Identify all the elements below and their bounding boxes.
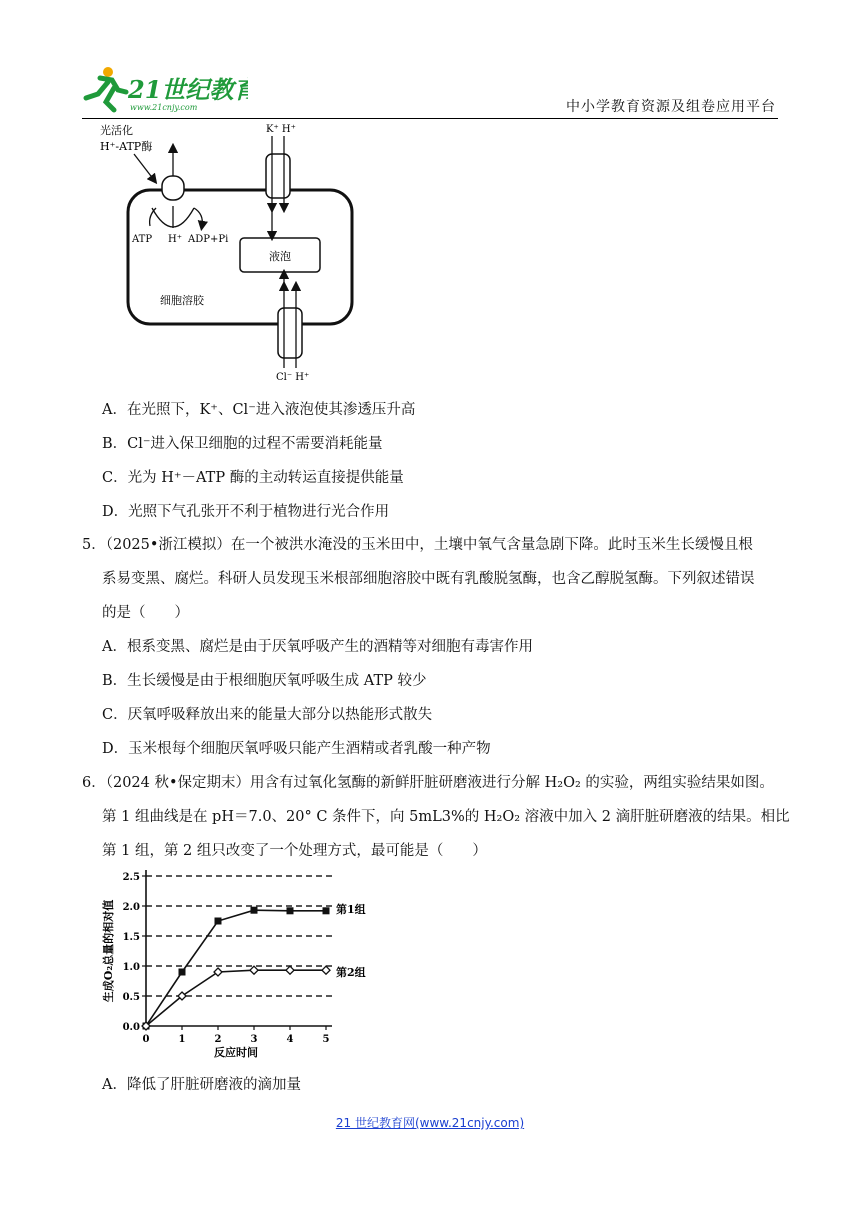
x-tick-label: 3 bbox=[250, 1034, 258, 1045]
x-tick-label: 0 bbox=[142, 1034, 150, 1045]
o2-chart bbox=[100, 864, 370, 1060]
data-point bbox=[322, 966, 330, 974]
atp-label: ATP bbox=[132, 234, 153, 245]
brand-logo bbox=[78, 64, 248, 114]
q4-option-a: A．在光照下，K⁺、Cl⁻进入液泡使其渗透压升高 bbox=[102, 402, 416, 418]
logo-text: 21世纪教育 bbox=[128, 75, 248, 104]
x-tick-label: 5 bbox=[322, 1034, 330, 1045]
data-point bbox=[250, 966, 258, 974]
platform-name: 中小学教育资源及组卷应用平台 bbox=[566, 99, 776, 115]
q6-option-a: A．降低了肝脏研磨液的滴加量 bbox=[102, 1077, 301, 1093]
y-tick-label: 2.5 bbox=[122, 872, 140, 883]
x-axis-label: 反应时间 bbox=[214, 1046, 258, 1059]
top-channel bbox=[266, 154, 290, 198]
y-tick-label: 0.0 bbox=[122, 1022, 140, 1033]
data-point bbox=[323, 907, 330, 914]
q6-stem-line-1: 6．（2024 秋•保定期末）用含有过氧化氢酶的新鲜肝脏研磨液进行分解 H₂O₂ 的实验，两组实验结果如图。 bbox=[82, 775, 774, 791]
series-line bbox=[146, 910, 326, 1026]
q5-option-b: B．生长缓慢是由于根细胞厌氧呼吸生成 ATP 较少 bbox=[102, 673, 427, 689]
runner-logo-icon bbox=[78, 64, 248, 114]
data-point bbox=[215, 918, 222, 925]
x-tick-label: 4 bbox=[286, 1034, 294, 1045]
y-tick-label: 1.5 bbox=[122, 932, 140, 943]
kh-label: K⁺ H⁺ bbox=[266, 124, 296, 135]
enzyme-label-1: 光活化 bbox=[100, 124, 133, 137]
vacuole-label: 液泡 bbox=[269, 250, 291, 263]
q5-option-d: D．玉米根每个细胞厌氧呼吸只能产生酒精或者乳酸一种产物 bbox=[102, 741, 491, 757]
clh-label: Cl⁻ H⁺ bbox=[276, 372, 310, 383]
q5-option-c: C．厌氧呼吸释放出来的能量大部分以热能形式散失 bbox=[102, 707, 433, 723]
data-point bbox=[287, 907, 294, 914]
series-label: 第2组 bbox=[336, 966, 366, 980]
q5-stem-line-1: 5．（2025•浙江模拟）在一个被洪水淹没的玉米田中，土壤中氧气含量急剧下降。此时玉米生长缓慢且根 bbox=[82, 537, 753, 553]
x-tick-label: 1 bbox=[178, 1034, 186, 1045]
y-tick-label: 1.0 bbox=[122, 962, 140, 973]
series-label: 第1组 bbox=[336, 902, 366, 916]
footer-link[interactable]: 21 世纪教育网(www.21cnjy.com) bbox=[335, 1116, 525, 1130]
h-label: H⁺ bbox=[168, 234, 182, 245]
q4-option-c: C．光为 H⁺－ATP 酶的主动转运直接提供能量 bbox=[102, 470, 404, 486]
logo-subtext: www.21cnjy.com bbox=[130, 103, 198, 112]
q5-stem-line-2: 系易变黑、腐烂。科研人员发现玉米根部细胞溶胶中既有乳酸脱氢酶，也含乙醇脱氢酶。下列叙述错误 bbox=[102, 571, 755, 587]
q4-option-b: B．Cl⁻进入保卫细胞的过程不需要消耗能量 bbox=[102, 436, 383, 452]
q4-option-d: D．光照下气孔张开不利于植物进行光合作用 bbox=[102, 504, 390, 520]
x-tick-label: 2 bbox=[214, 1034, 222, 1045]
q6-stem-line-3: 第 1 组，第 2 组只改变了一个处理方式，最可能是（ ） bbox=[102, 843, 487, 859]
q5-option-a: A．根系变黑、腐烂是由于厌氧呼吸产生的酒精等对细胞有毒害作用 bbox=[102, 639, 533, 655]
y-tick-label: 2.0 bbox=[122, 902, 140, 913]
guard-cell-diagram bbox=[90, 118, 390, 388]
data-point bbox=[286, 966, 294, 974]
data-point bbox=[251, 907, 258, 914]
atpase-pump bbox=[162, 176, 184, 200]
data-point bbox=[179, 969, 186, 976]
series-line bbox=[146, 970, 326, 1026]
y-axis-label: 生成O₂总量的相对值 bbox=[102, 899, 115, 1003]
cytosol-label: 细胞溶胶 bbox=[160, 294, 204, 307]
bottom-channel bbox=[278, 308, 302, 358]
adp-label: ADP+Pi bbox=[188, 234, 229, 245]
enzyme-label-2: H⁺-ATP酶 bbox=[100, 140, 153, 153]
y-tick-label: 0.5 bbox=[122, 992, 140, 1003]
q6-stem-line-2: 第 1 组曲线是在 pH＝7.0、20° C 条件下，向 5mL3%的 H₂O₂ 溶液中加入 2 滴肝脏研磨液的结果。相比 bbox=[102, 809, 790, 825]
q5-stem-line-3: 的是（ ） bbox=[102, 605, 189, 621]
